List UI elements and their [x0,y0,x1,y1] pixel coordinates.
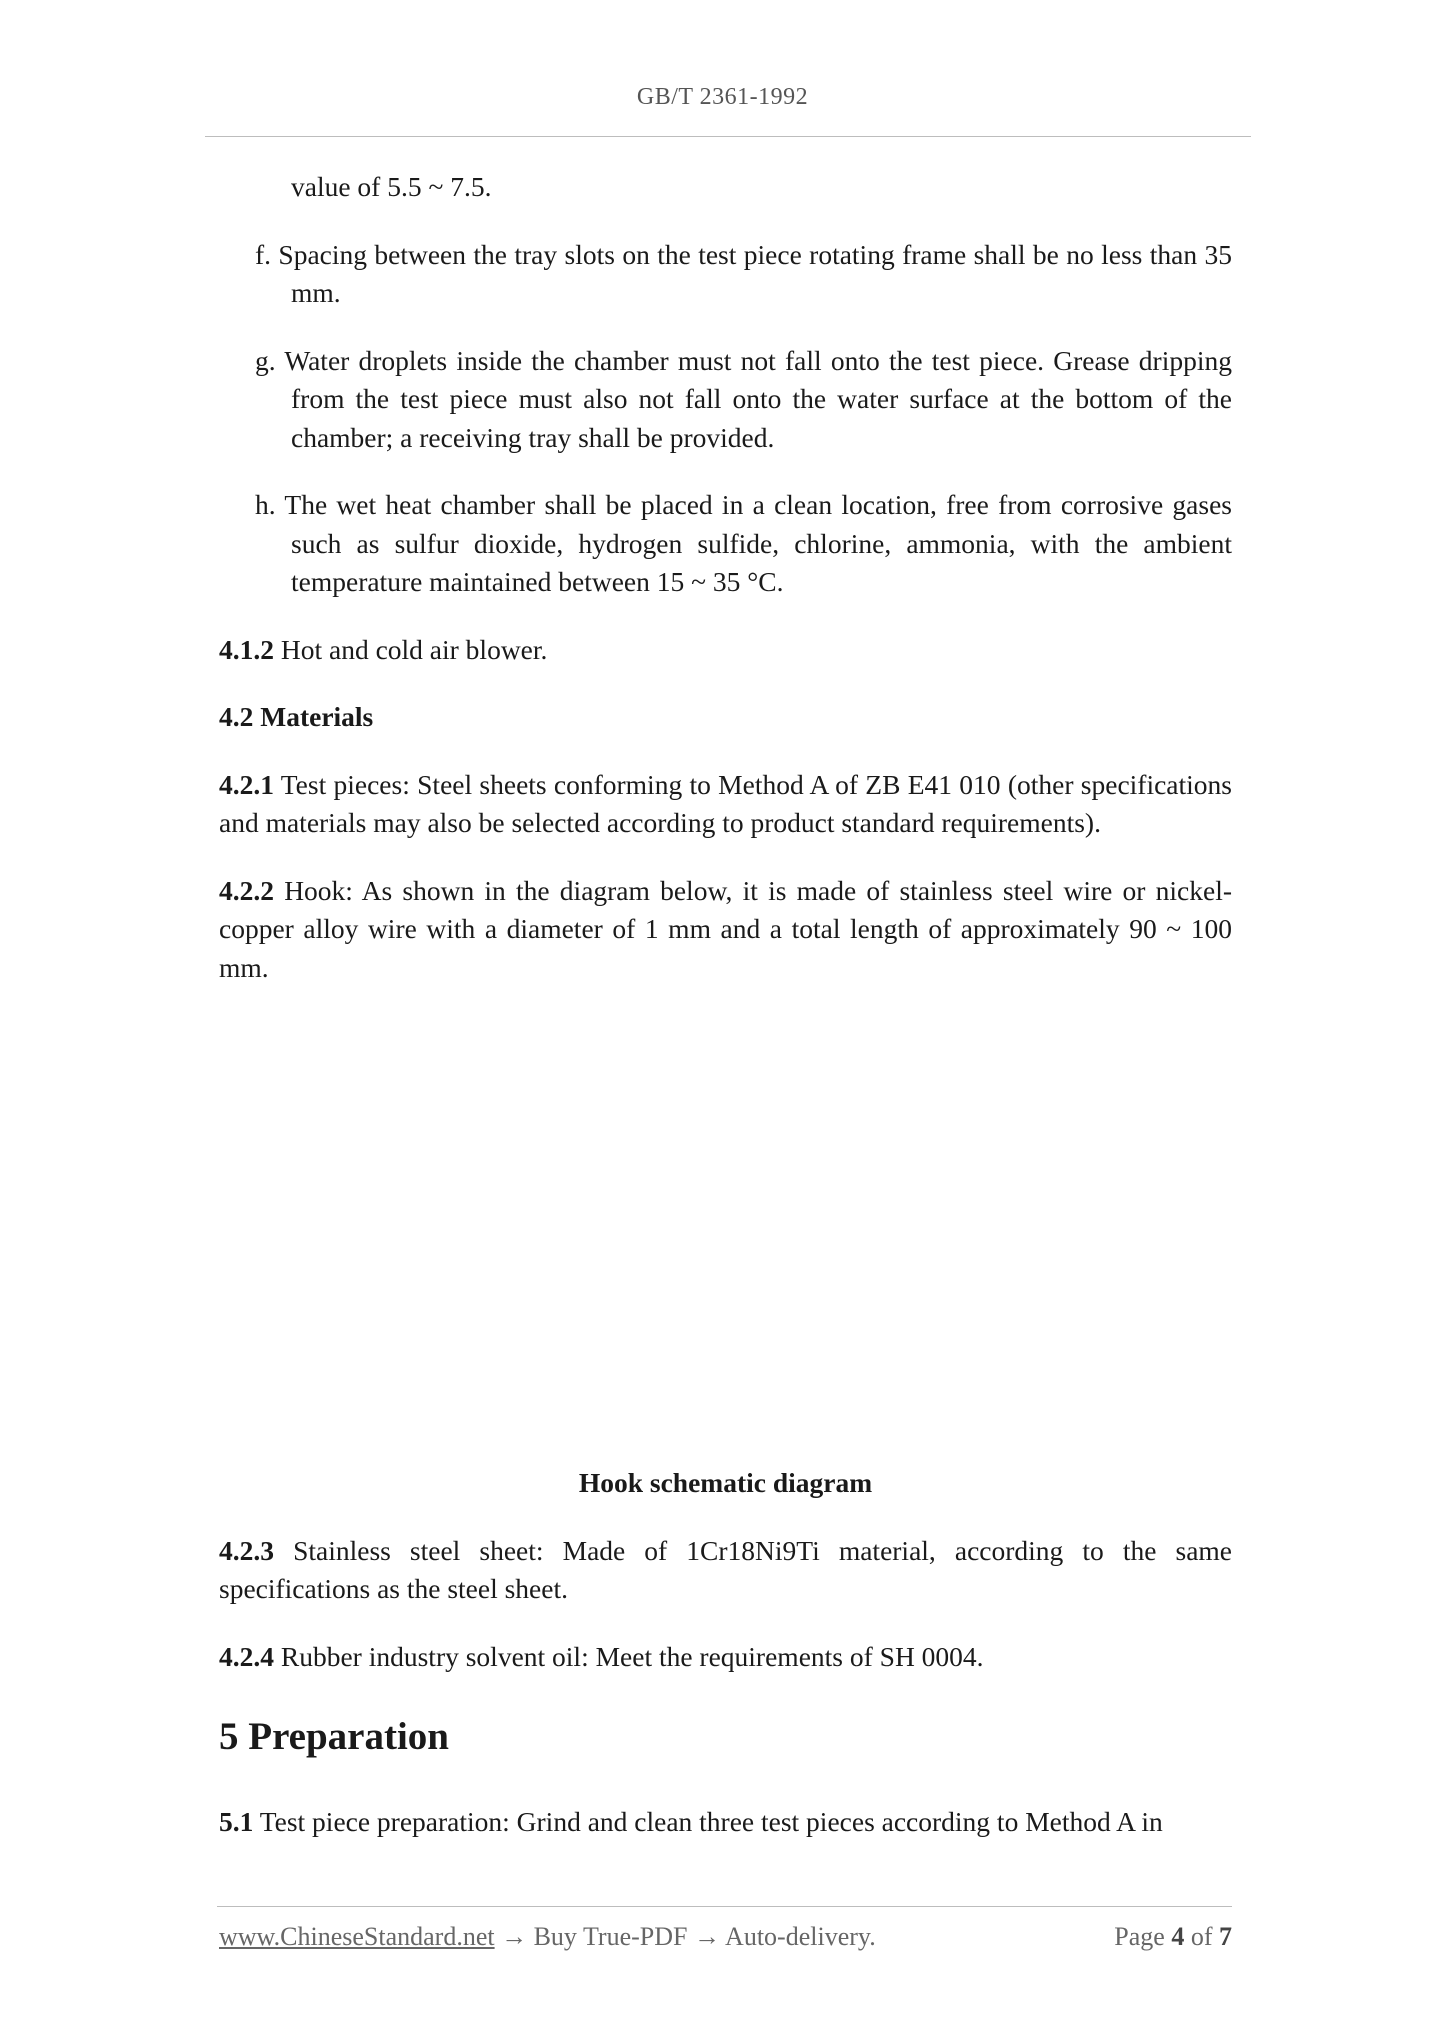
clause-number: 4.2.1 [219,768,274,800]
clause-number: 4.1.2 [219,633,274,665]
page-body [219,168,1232,1871]
website-link[interactable]: www.ChineseStandard.net [219,1922,495,1951]
section-heading-5: 5 Preparation [219,1715,450,1758]
clause-number: 4.2.2 [219,874,274,906]
clause-number: 4.2.3 [219,1534,274,1566]
footer-promo [219,1922,876,1952]
clause-text: Hook: As shown in the diagram below, it is made of stainless steel wire or nickel-copper alloy wire with a diameter of 1 mm and a total length of approximately 90 ~ 100 mm. [219,874,1232,983]
section-heading-4-2: 4.2 Materials [219,701,374,732]
clause-4-2-3 [219,1532,1232,1609]
page-indicator [1114,1922,1232,1952]
clause-text: Test pieces: Steel sheets conforming to Method A of ZB E41 010 (other specifications and materials may also be selected according to product standard requirements). [219,768,1232,838]
list-item-f: f. Spacing between the tray slots on the test piece rotating frame shall be no less than 35 mm. [255,238,1232,308]
clause-4-2-2 [219,872,1232,988]
page-header: GB/T 2361-1992 [636,84,809,110]
clause-number: 4.2.4 [219,1640,274,1672]
page-label: Page [1114,1922,1165,1951]
page-total: 7 [1219,1922,1232,1951]
clause-text: Hot and cold air blower. [274,633,548,665]
clause-4-2-4 [219,1638,1232,1677]
footer-divider [217,1906,1232,1907]
clause-text: Test piece preparation: Grind and clean three test pieces according to Method A in [253,1806,1163,1837]
clause-text: Stainless steel sheet: Made of 1Cr18Ni9Ti material, according to the same specifications as the steel sheet. [219,1534,1232,1604]
header-divider [205,136,1251,137]
clause-5-1 [219,1803,1232,1842]
list-item-h: h. The wet heat chamber shall be placed in a clean location, free from corrosive gases such as sulfur dioxide, hydrogen sulfide, chlorine, ammonia, with the ambient temperature maintained between 15 ~ 35 °C. [255,489,1232,597]
figure-placeholder [219,1016,1232,1464]
list-item-g: g. Water droplets inside the chamber must not fall onto the test piece. Grease dripping from the test piece must also not fall onto the water surface at the bottom of the chamber; a receiving tray shall be provided. [255,344,1232,453]
page-of: of [1190,1922,1213,1951]
item-e-continuation: value of 5.5 ~ 7.5. [291,171,492,202]
figure-caption: Hook schematic diagram [578,1467,873,1498]
clause-number: 5.1 [219,1806,254,1837]
footer-promo-text: → Buy True-PDF → Auto-delivery. [494,1922,876,1951]
page-current: 4 [1171,1922,1185,1951]
clause-4-1-2 [219,631,1232,670]
clause-4-2-1 [219,766,1232,843]
clause-text: Rubber industry solvent oil: Meet the requirements of SH 0004. [274,1640,984,1672]
